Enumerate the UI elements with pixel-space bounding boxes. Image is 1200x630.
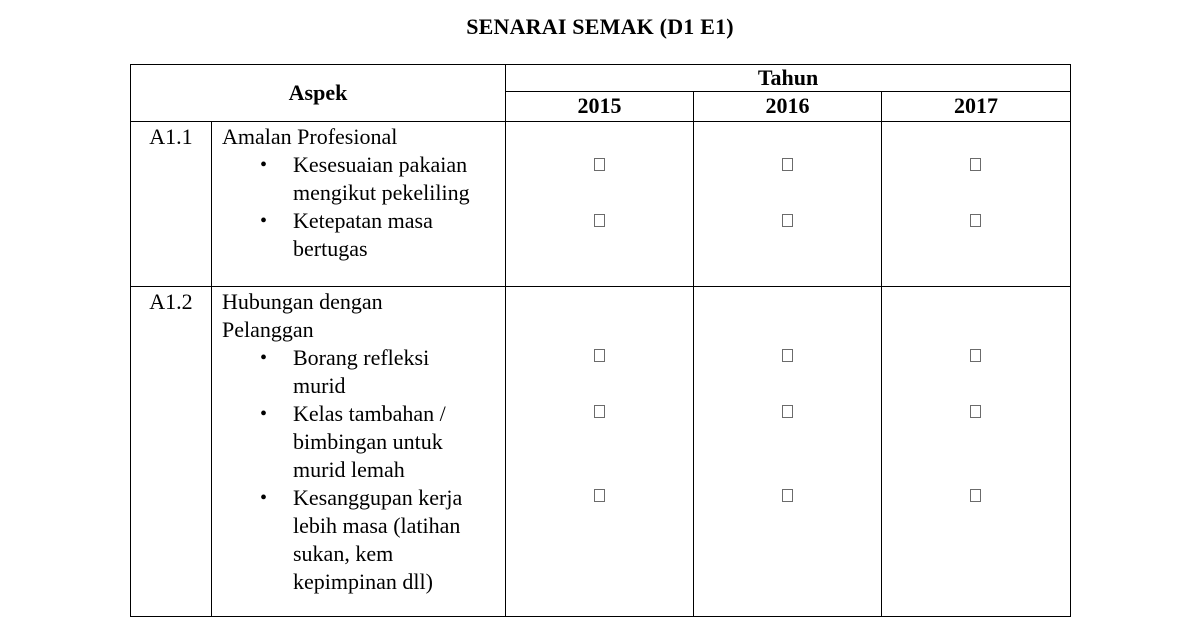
year-header-2017: 2017 — [882, 92, 1071, 122]
item-text: Kelas tambahan / bimbingan untuk murid lemah — [293, 401, 446, 482]
checkbox[interactable] — [970, 349, 981, 362]
year-cell-2016 — [694, 122, 882, 287]
aspect-title: Amalan Profesional — [222, 124, 398, 149]
list-item — [222, 151, 488, 207]
table-row — [131, 122, 1071, 287]
aspect-cell — [212, 287, 506, 617]
year-header-2016: 2016 — [694, 92, 882, 122]
checkbox[interactable] — [594, 214, 605, 227]
aspect-cell — [212, 122, 506, 287]
list-item — [222, 344, 453, 400]
bullet-icon: • — [260, 487, 268, 509]
checkbox[interactable] — [970, 405, 981, 418]
checkbox[interactable] — [782, 349, 793, 362]
item-text: Kesanggupan kerja lebih masa (latihan sukan, kem kepimpinan dll) — [293, 485, 463, 594]
checkbox[interactable] — [594, 405, 605, 418]
checkbox[interactable] — [782, 214, 793, 227]
list-item — [222, 484, 483, 596]
checkbox[interactable] — [594, 489, 605, 502]
list-item — [222, 400, 463, 484]
year-cell-2015 — [506, 287, 694, 617]
item-text: Borang refleksi murid — [293, 345, 430, 398]
aspek-header: Aspek — [131, 65, 506, 122]
checkbox[interactable] — [970, 489, 981, 502]
aspect-code: A1.2 — [131, 287, 212, 617]
year-cell-2015 — [506, 122, 694, 287]
checkbox[interactable] — [594, 158, 605, 171]
bullet-icon: • — [260, 210, 268, 232]
year-header-2015: 2015 — [506, 92, 694, 122]
bullet-icon: • — [260, 403, 268, 425]
bullet-icon: • — [260, 154, 268, 176]
checkbox[interactable] — [594, 349, 605, 362]
year-cell-2017 — [882, 287, 1071, 617]
checkbox[interactable] — [782, 489, 793, 502]
document-title: SENARAI SEMAK (D1 E1) — [466, 14, 734, 39]
item-list — [222, 344, 499, 596]
item-list — [222, 151, 499, 263]
aspect-code: A1.1 — [131, 122, 212, 287]
checkbox[interactable] — [782, 405, 793, 418]
bullet-icon: • — [260, 347, 268, 369]
tahun-header: Tahun — [506, 65, 1071, 92]
checkbox[interactable] — [970, 214, 981, 227]
year-cell-2017 — [882, 122, 1071, 287]
table-row — [131, 287, 1071, 617]
list-item — [222, 207, 473, 263]
checklist-table — [130, 64, 1071, 617]
checkbox[interactable] — [970, 158, 981, 171]
checkbox[interactable] — [782, 158, 793, 171]
item-text: Ketepatan masa bertugas — [293, 208, 433, 261]
aspect-title: Hubungan dengan Pelanggan — [222, 289, 383, 342]
year-cell-2016 — [694, 287, 882, 617]
item-text: Kesesuaian pakaian mengikut pekeliling — [293, 152, 470, 205]
